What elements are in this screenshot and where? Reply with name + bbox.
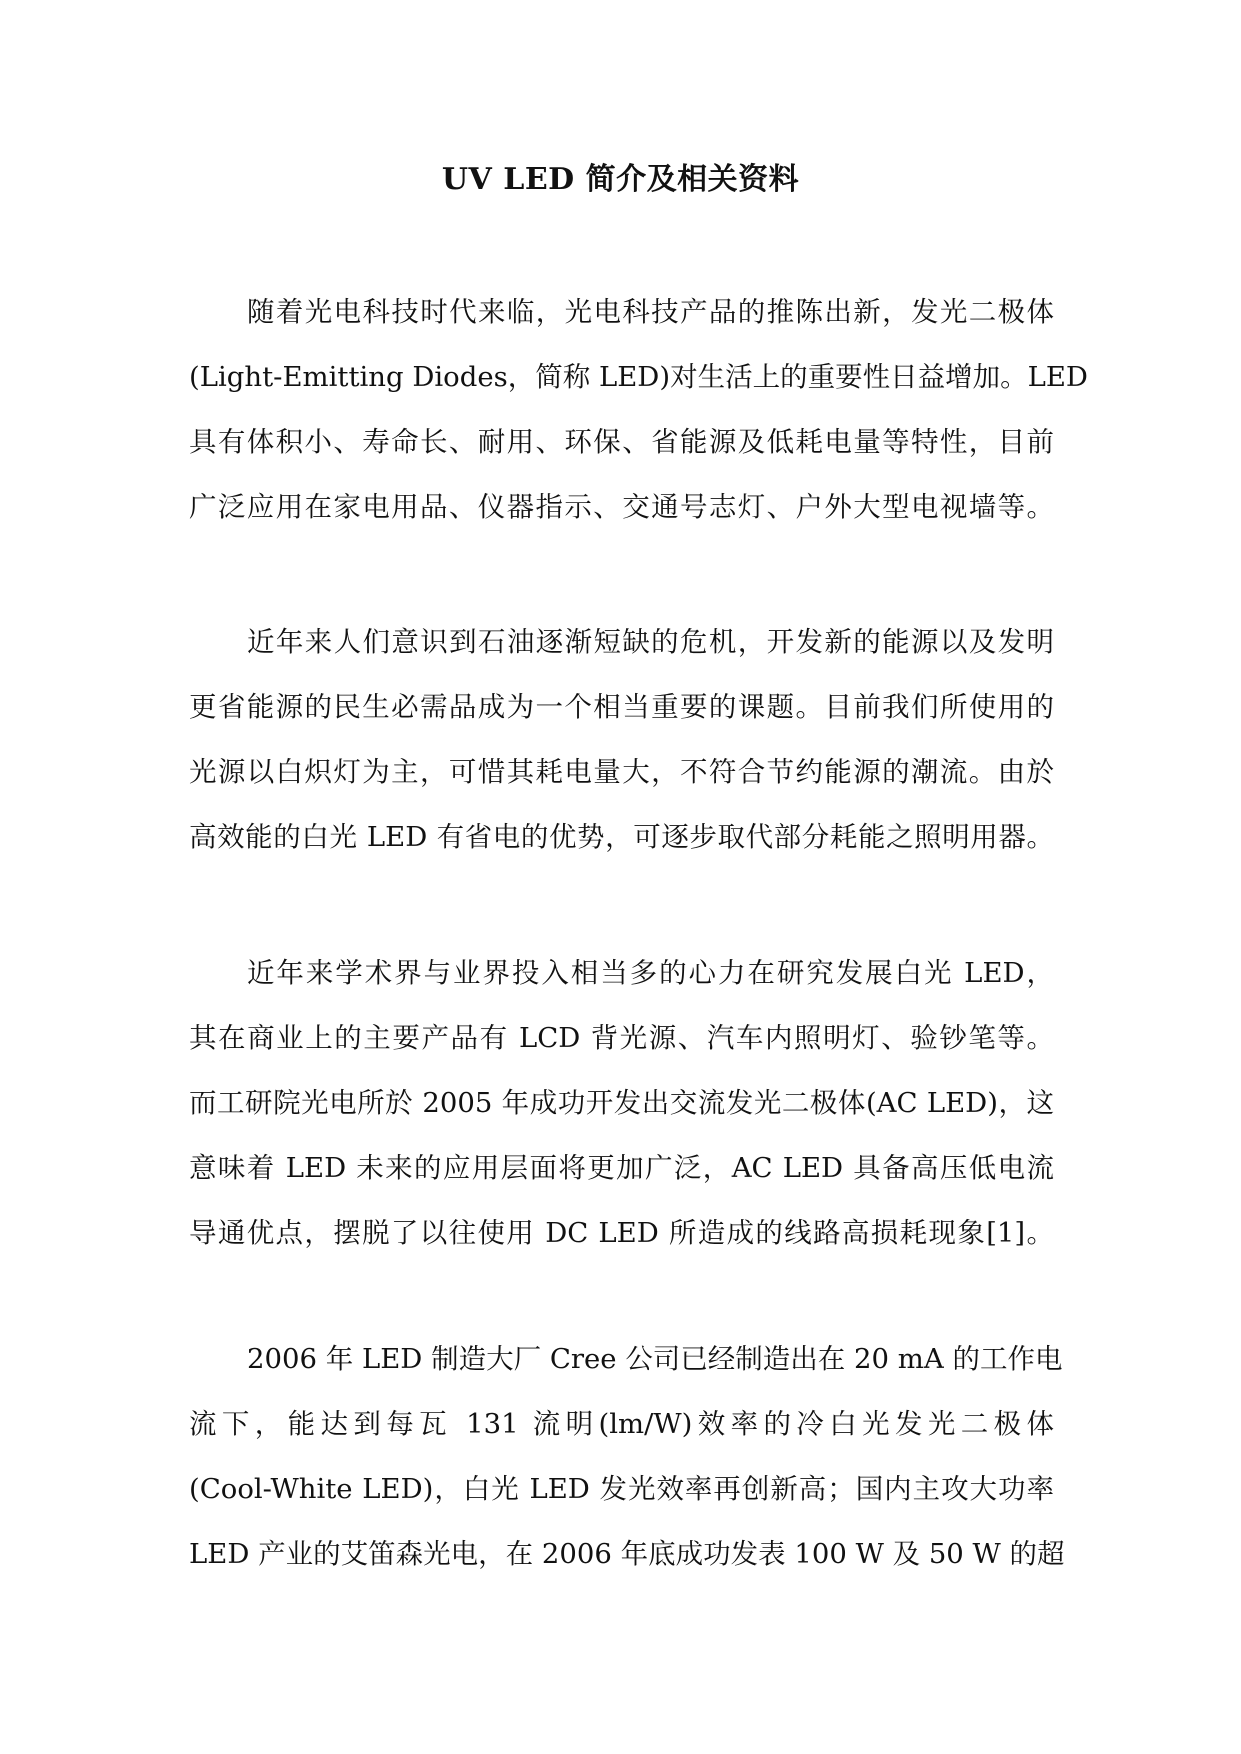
paragraph-line: 高效能的白光 LED 有省电的优势，可逐步取代部分耗能之照明用器。 bbox=[189, 821, 1054, 853]
paragraph-line: (Light-Emitting Diodes，简称 LED)对生活上的重要性日益增加。LED bbox=[189, 361, 1088, 393]
paragraph-line: LED 产业的艾笛森光电，在 2006 年底成功发表 100 W 及 50 W 的超 bbox=[189, 1538, 1065, 1570]
paragraph-line: 近年来学术界与业界投入相当多的心力在研究发展白光 LED， bbox=[247, 957, 1054, 989]
paragraph-line: 光源以白炽灯为主，可惜其耗电量大，不符合节约能源的潮流。由於 bbox=[189, 756, 1054, 788]
paragraph-3 bbox=[189, 941, 1054, 1266]
paragraph-line: 更省能源的民生必需品成为一个相当重要的课题。目前我们所使用的 bbox=[189, 691, 1054, 723]
paragraph-line: (Cool-White LED)，白光 LED 发光效率再创新高；国内主攻大功率 bbox=[189, 1473, 1054, 1505]
document-title: UV LED 简介及相关资料 bbox=[441, 162, 800, 197]
paragraph-4 bbox=[189, 1327, 1065, 1587]
paragraph-line: 具有体积小、寿命长、耐用、环保、省能源及低耗电量等特性，目前 bbox=[189, 426, 1054, 458]
paragraph-line: 随着光电科技时代来临，光电科技产品的推陈出新，发光二极体 bbox=[247, 296, 1054, 328]
paragraph-line: 近年来人们意识到石油逐渐短缺的危机，开发新的能源以及发明 bbox=[247, 626, 1054, 658]
paragraph-line: 2006 年 LED 制造大厂 Cree 公司已经制造出在 20 mA 的工作电 bbox=[247, 1343, 1063, 1375]
paragraph-line: 其在商业上的主要产品有 LCD 背光源、汽车内照明灯、验钞笔等。 bbox=[189, 1022, 1054, 1054]
paragraph-1 bbox=[189, 280, 1088, 540]
paragraph-line: 流下，能达到每瓦 131 流明(lm/W)效率的冷白光发光二极体 bbox=[189, 1408, 1054, 1440]
paragraph-line: 而工研院光电所於 2005 年成功开发出交流发光二极体(AC LED)，这 bbox=[189, 1087, 1054, 1119]
paragraph-line: 广泛应用在家电用品、仪器指示、交通号志灯、户外大型电视墙等。 bbox=[189, 491, 1054, 523]
paragraph-line: 意味着 LED 未来的应用层面将更加广泛，AC LED 具备高压低电流 bbox=[189, 1152, 1054, 1184]
paragraph-2 bbox=[189, 610, 1054, 870]
paragraph-line: 导通优点，摆脱了以往使用 DC LED 所造成的线路高损耗现象[1]。 bbox=[189, 1217, 1054, 1249]
